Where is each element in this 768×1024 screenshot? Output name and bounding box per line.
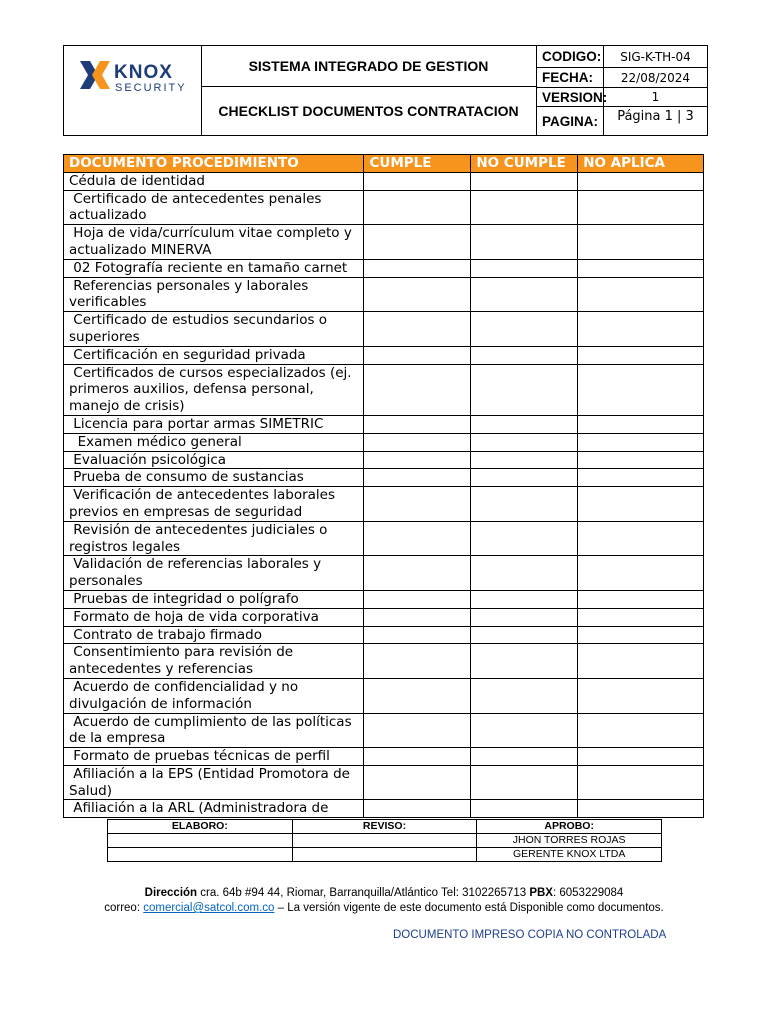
no-aplica-cell[interactable]: [578, 172, 704, 190]
signature-header-row: [108, 820, 662, 834]
cumple-cell[interactable]: [364, 451, 471, 469]
cumple-cell[interactable]: [364, 556, 471, 591]
checklist-row: [64, 644, 704, 679]
document-name-cell: Verificación de antecedentes laborales previos en empresas de seguridad: [64, 487, 364, 522]
no-aplica-cell[interactable]: [578, 800, 704, 818]
aprobo-label: APROBO:: [477, 820, 662, 834]
no-aplica-cell[interactable]: [578, 521, 704, 556]
meta-row-codigo: [537, 46, 707, 68]
checklist-row: [64, 364, 704, 415]
document-name-cell: Acuerdo de cumplimiento de las políticas de la empresa: [64, 713, 364, 748]
pbx-label: PBX: [529, 887, 553, 899]
no-aplica-cell[interactable]: [578, 451, 704, 469]
reviso-role-cell[interactable]: [292, 848, 477, 862]
signature-name-row: [108, 834, 662, 848]
reviso-name-cell[interactable]: [292, 834, 477, 848]
document-name-cell: 02 Fotografía reciente en tamaño carnet: [64, 259, 364, 277]
meta-value: Página 1 | 3: [617, 109, 694, 124]
document-name-cell: Afiliación a la EPS (Entidad Promotora de Salud): [64, 765, 364, 800]
pbx-text: : 6053229084: [552, 887, 624, 899]
no-cumple-cell[interactable]: [471, 415, 578, 433]
footer-version-note: – La versión vigente de este documento está Disponible como documentos.: [274, 902, 664, 914]
checklist-row: [64, 312, 704, 347]
direccion-text: cra. 64b #94 44, Riomar, Barranquilla/Atlántico Tel: 3102265713: [197, 887, 530, 899]
checklist-row: [64, 487, 704, 522]
no-aplica-cell[interactable]: [578, 190, 704, 225]
cumple-cell[interactable]: [364, 415, 471, 433]
direccion-label: Dirección: [144, 887, 198, 899]
system-title: SISTEMA INTEGRADO DE GESTION: [201, 46, 536, 87]
no-cumple-cell[interactable]: [471, 469, 578, 487]
document-header: [63, 45, 708, 136]
meta-value: SIG-K-TH-04: [620, 49, 691, 64]
no-aplica-cell[interactable]: [578, 748, 704, 766]
document-name-cell: Revisión de antecedentes judiciales o registros legales: [64, 521, 364, 556]
reviso-label: REVISO:: [292, 820, 477, 834]
no-cumple-cell[interactable]: [471, 225, 578, 260]
no-aplica-cell[interactable]: [578, 590, 704, 608]
footer-address: [0, 887, 768, 899]
signature-role-row: [108, 848, 662, 862]
no-cumple-cell[interactable]: [471, 608, 578, 626]
meta-row-fecha: [537, 68, 707, 88]
aprobo-role: GERENTE KNOX LTDA: [477, 848, 662, 862]
document-title: CHECKLIST DOCUMENTOS CONTRATACION: [218, 103, 519, 119]
no-cumple-cell[interactable]: [471, 433, 578, 451]
knox-security-logo: [78, 56, 193, 94]
checklist-row: [64, 608, 704, 626]
no-cumple-cell[interactable]: [471, 800, 578, 818]
elaboro-role-cell[interactable]: [108, 848, 293, 862]
meta-label: FECHA:: [537, 68, 604, 87]
meta-value: 22/08/2024: [620, 70, 691, 85]
document-name-cell: Formato de pruebas técnicas de perfil: [64, 748, 364, 766]
no-cumple-cell[interactable]: [471, 713, 578, 748]
checklist-header-row: [64, 155, 704, 173]
document-name-cell: Prueba de consumo de sustancias: [64, 469, 364, 487]
elaboro-name-cell[interactable]: [108, 834, 293, 848]
no-aplica-cell[interactable]: [578, 678, 704, 713]
document-name-cell: Certificados de cursos especializados (ej. primeros auxilios, defensa personal, manejo de crisis): [64, 364, 364, 415]
cumple-cell[interactable]: [364, 277, 471, 312]
cumple-cell[interactable]: [364, 433, 471, 451]
document-name-cell: Licencia para portar armas SIMETRIC: [64, 415, 364, 433]
title-cell: [201, 46, 537, 135]
checklist-row: [64, 765, 704, 800]
no-aplica-cell[interactable]: [578, 608, 704, 626]
no-cumple-cell[interactable]: [471, 259, 578, 277]
cumple-cell[interactable]: [364, 713, 471, 748]
document-name-cell: Referencias personales y laborales verificables: [64, 277, 364, 312]
document-name-cell: Certificado de antecedentes penales actualizado: [64, 190, 364, 225]
checklist-row: [64, 451, 704, 469]
cumple-cell[interactable]: [364, 312, 471, 347]
checklist-row: [64, 259, 704, 277]
document-name-cell: Validación de referencias laborales y personales: [64, 556, 364, 591]
checklist-row: [64, 172, 704, 190]
cumple-cell[interactable]: [364, 469, 471, 487]
no-aplica-cell[interactable]: [578, 225, 704, 260]
no-cumple-cell[interactable]: [471, 678, 578, 713]
cumple-cell[interactable]: [364, 590, 471, 608]
aprobo-name: JHON TORRES ROJAS: [477, 834, 662, 848]
no-aplica-cell[interactable]: [578, 277, 704, 312]
document-name-cell: Certificación en seguridad privada: [64, 346, 364, 364]
cumple-cell[interactable]: [364, 800, 471, 818]
no-aplica-cell[interactable]: [578, 556, 704, 591]
no-aplica-cell[interactable]: [578, 644, 704, 679]
no-aplica-cell[interactable]: [578, 713, 704, 748]
checklist-row: [64, 626, 704, 644]
checklist-row: [64, 800, 704, 818]
meta-value: 1: [651, 90, 660, 104]
cumple-cell[interactable]: [364, 644, 471, 679]
no-cumple-cell[interactable]: [471, 364, 578, 415]
checklist-row: [64, 277, 704, 312]
no-cumple-cell[interactable]: [471, 487, 578, 522]
document-name-cell: Hoja de vida/currículum vitae completo y actualizado MINERVA: [64, 225, 364, 260]
checklist-row: [64, 590, 704, 608]
checklist-row: [64, 678, 704, 713]
document-name-cell: Consentimiento para revisión de antecedentes y referencias: [64, 644, 364, 679]
column-header-documento: DOCUMENTO PROCEDIMIENTO: [64, 155, 364, 173]
meta-row-version: [537, 88, 707, 107]
no-cumple-cell[interactable]: [471, 312, 578, 347]
document-name-cell: Afiliación a la ARL (Administradora de: [64, 800, 364, 818]
checklist-row: [64, 415, 704, 433]
checklist-row: [64, 556, 704, 591]
document-name-cell: Cédula de identidad: [64, 172, 364, 190]
cumple-cell[interactable]: [364, 225, 471, 260]
uncontrolled-copy-note: DOCUMENTO IMPRESO COPIA NO CONTROLADA: [393, 929, 667, 941]
no-aplica-cell[interactable]: [578, 312, 704, 347]
checklist-row: [64, 748, 704, 766]
document-name-cell: Acuerdo de confidencialidad y no divulgación de información: [64, 678, 364, 713]
meta-label: PAGINA:: [537, 107, 604, 135]
no-aplica-cell[interactable]: [578, 346, 704, 364]
cumple-cell[interactable]: [364, 259, 471, 277]
document-name-cell: Pruebas de integridad o polígrafo: [64, 590, 364, 608]
no-cumple-cell[interactable]: [471, 765, 578, 800]
checklist-row: [64, 225, 704, 260]
no-cumple-cell[interactable]: [471, 277, 578, 312]
knox-x-mark-icon: [78, 59, 112, 93]
meta-label: CODIGO:: [537, 46, 604, 67]
cumple-cell[interactable]: [364, 172, 471, 190]
email-link[interactable]: comercial@satcol.com.co: [143, 902, 275, 914]
no-aplica-cell[interactable]: [578, 765, 704, 800]
checklist-table: [63, 154, 704, 818]
cumple-cell[interactable]: [364, 765, 471, 800]
no-aplica-cell[interactable]: [578, 487, 704, 522]
logo-subtitle: SECURITY: [115, 82, 187, 94]
no-aplica-cell[interactable]: [578, 259, 704, 277]
column-header-no-cumple: NO CUMPLE: [471, 155, 578, 173]
checklist-body: [64, 172, 704, 817]
checklist-row: [64, 190, 704, 225]
column-header-cumple: CUMPLE: [364, 155, 471, 173]
checklist-row: [64, 346, 704, 364]
document-name-cell: Contrato de trabajo firmado: [64, 626, 364, 644]
cumple-cell[interactable]: [364, 748, 471, 766]
meta-row-pagina: [537, 107, 707, 135]
no-cumple-cell[interactable]: [471, 748, 578, 766]
no-cumple-cell[interactable]: [471, 644, 578, 679]
no-cumple-cell[interactable]: [471, 172, 578, 190]
document-name-cell: Certificado de estudios secundarios o superiores: [64, 312, 364, 347]
no-aplica-cell[interactable]: [578, 433, 704, 451]
document-metadata: [537, 46, 707, 135]
document-name-cell: Evaluación psicológica: [64, 451, 364, 469]
cumple-cell[interactable]: [364, 487, 471, 522]
column-header-no-aplica: NO APLICA: [578, 155, 704, 173]
no-cumple-cell[interactable]: [471, 556, 578, 591]
checklist-row: [64, 521, 704, 556]
no-aplica-cell[interactable]: [578, 469, 704, 487]
logo-wordmark: KNOX: [114, 62, 173, 83]
no-cumple-cell[interactable]: [471, 346, 578, 364]
checklist-row: [64, 469, 704, 487]
checklist-row: [64, 713, 704, 748]
no-cumple-cell[interactable]: [471, 590, 578, 608]
checklist-row: [64, 433, 704, 451]
footer-contact: [0, 902, 768, 914]
cumple-cell[interactable]: [364, 608, 471, 626]
logo-cell: [64, 46, 202, 135]
meta-label: VERSION:: [537, 88, 604, 106]
cumple-cell[interactable]: [364, 521, 471, 556]
cumple-cell[interactable]: [364, 626, 471, 644]
no-cumple-cell[interactable]: [471, 521, 578, 556]
no-cumple-cell[interactable]: [471, 626, 578, 644]
elaboro-label: ELABORO:: [108, 820, 293, 834]
cumple-cell[interactable]: [364, 364, 471, 415]
no-cumple-cell[interactable]: [471, 190, 578, 225]
no-aplica-cell[interactable]: [578, 364, 704, 415]
no-aplica-cell[interactable]: [578, 626, 704, 644]
no-cumple-cell[interactable]: [471, 451, 578, 469]
document-name-cell: Examen médico general: [64, 433, 364, 451]
no-aplica-cell[interactable]: [578, 415, 704, 433]
correo-label: correo:: [104, 902, 144, 914]
cumple-cell[interactable]: [364, 346, 471, 364]
cumple-cell[interactable]: [364, 678, 471, 713]
cumple-cell[interactable]: [364, 190, 471, 225]
document-name-cell: Formato de hoja de vida corporativa: [64, 608, 364, 626]
signature-table: [107, 819, 662, 862]
